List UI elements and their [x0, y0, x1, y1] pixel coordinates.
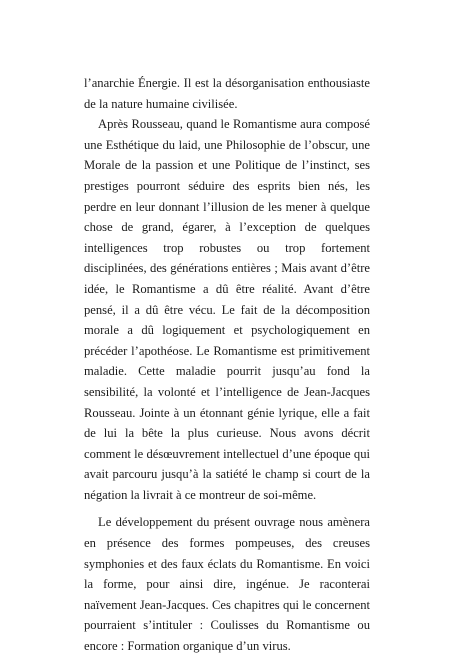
paragraph-3: Le développement du présent ouvrage nous amènera en présence des formes pompeuses, des creuses symphonies et des faux éclats du Romantisme. En voici la forme, pour ainsi dire, ingénue. Je raconterai naïvement Jean-Jacques. Ces chapitres qui le concernent pourraient s’intituler : Coulisses du Romantisme ou encore : Formation organique d’un virus.	[84, 515, 370, 654]
paragraph-2: Après Rousseau, quand le Romantisme aura composé une Esthétique du laid, une Philosophie de l’obscur, une Morale de la passion et une Politique de l’instinct, ses prestiges pourront séduire des esprits bien nés, les perdre en leur donnant l’illusion de les mener à quelque chose de grand, égarer, à l’exception de quelques intelligences trop robustes ou trop fortement disciplinées, des générations entières ; Mais avant d’être idée, le Romantisme a dû être réalité. Avant d’être pensé, il a dû être vécu. Le fait de la décomposition morale a dû logiquement et psychologiquement en précéder l’apothéose. Le Romantisme est primitivement maladie. Cette maladie pourrit jusqu’au fond la sensibilité, la volonté et l’intelligence de Jean-Jacques Rousseau. Jointe à un étonnant génie lyrique, elle a fait de lui la bête la plus curieuse. Nous avons décrit comment le désœuvrement intellectuel d’une époque qui avait parcouru jusqu’à la satiété le champ si court de la négation la livrait à ce montreur de soi-même.	[84, 117, 370, 502]
body-text	[84, 73, 370, 657]
paragraph-1: l’anarchie Énergie. Il est la désorganisation enthousiaste de la nature humaine civilisée.	[84, 76, 370, 111]
